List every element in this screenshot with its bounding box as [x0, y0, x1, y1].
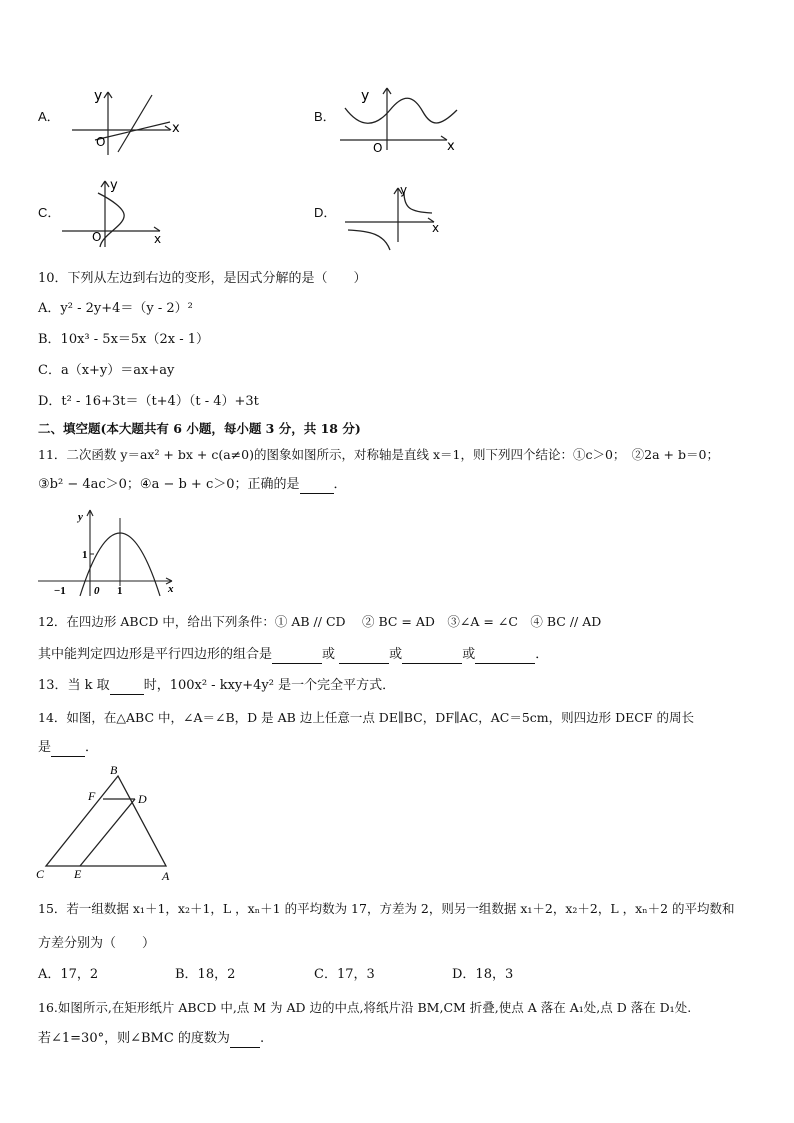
- q12-blank-2[interactable]: [339, 649, 389, 664]
- svg-text:x: x: [154, 232, 162, 246]
- line-graph: [118, 95, 152, 152]
- q14-blank[interactable]: [51, 742, 85, 757]
- q11-line1: 11．二次函数 y＝ax² + bx + c(a≠0)的图象如图所示，对称轴是直线 x＝1，则下列四个结论：①c＞0； ②2a + b＝0；: [38, 447, 719, 462]
- q10-option-b: B．10x³ - 5x＝5x（2x - 1）: [38, 332, 210, 347]
- option-c-label: C．: [38, 205, 61, 220]
- svg-text:B: B: [110, 763, 118, 777]
- q15-option-c: C．17，3: [314, 967, 375, 982]
- graph-c: [60, 175, 180, 255]
- svg-text:1: 1: [82, 549, 88, 561]
- q10-option-a: A．y² - 2y+4＝（y - 2）²: [38, 301, 193, 316]
- q11-line2: ③b² − 4ac＞0；④a − b + c＞0；正确的是 ．: [38, 477, 347, 492]
- hyperbola-left: [348, 230, 390, 250]
- svg-text:E: E: [74, 867, 82, 881]
- svg-text:D: D: [138, 792, 147, 806]
- q14-line2: 是 ．: [38, 740, 99, 755]
- svg-text:O: O: [373, 141, 383, 155]
- q14-triangle-figure: [34, 762, 184, 884]
- svg-text:0: 0: [94, 585, 100, 597]
- sideways-parabola: [98, 193, 124, 247]
- q14-line1: 14．如图，在△ABC 中，∠A＝∠B，D 是 AB 边上任意一点 DE∥BC，DF∥AC，AC＝5cm，则四边形 DECF 的周长: [38, 710, 694, 725]
- svg-text:x: x: [447, 139, 455, 154]
- section-heading: 二、填空题(本大题共有 6 小题，每小题 3 分，共 18 分): [38, 421, 361, 436]
- q15-line2: 方差分别为（ ）: [38, 936, 156, 951]
- option-a-label: A．: [38, 109, 60, 124]
- q12-line1: 12．在四边形 ABCD 中，给出下列条件：① AB // CD ② BC = AD ③∠A = ∠C ④ BC // AD: [38, 614, 602, 629]
- q12-line2: 其中能判定四边形是平行四边形的组合是 或 或 或 ．: [38, 647, 549, 662]
- q12-blank-4[interactable]: [475, 649, 535, 664]
- q13-line: 13．当 k 取 时，100x² - kxy+4y² 是一个完全平方式．: [38, 678, 396, 693]
- q12-blank-3[interactable]: [402, 649, 462, 664]
- q10-stem: 10．下列从左边到右边的变形，是因式分解的是（ ）: [38, 271, 367, 286]
- svg-text:y: y: [78, 511, 83, 523]
- q16-line1: 16.如图所示,在矩形纸片 ABCD 中,点 M 为 AD 边的中点,将纸片沿 BM,CM 折叠,使点 A 落在 A₁处,点 D 落在 D₁处.: [38, 1000, 692, 1015]
- q16-line2: 若∠1=30°，则∠BMC 的度数为 .: [38, 1031, 265, 1046]
- svg-text:1: 1: [117, 585, 123, 597]
- svg-text:y: y: [400, 183, 408, 197]
- q16-blank[interactable]: [230, 1033, 260, 1048]
- svg-text:x: x: [432, 221, 440, 235]
- origin-label: O: [96, 135, 106, 149]
- hyperbola-right: [404, 192, 432, 213]
- svg-text:A: A: [162, 869, 170, 883]
- option-d-label: D．: [314, 205, 337, 220]
- q11-answer-blank[interactable]: [300, 479, 334, 494]
- q13-blank[interactable]: [110, 680, 144, 695]
- svg-text:y: y: [361, 88, 370, 104]
- option-b-label: B．: [314, 109, 336, 124]
- q15-option-a: A．17，2: [38, 967, 99, 982]
- svg-text:y: y: [110, 178, 118, 193]
- graph-a: [60, 80, 200, 160]
- q15-option-b: B．18，2: [175, 967, 236, 982]
- q10-option-c: C．a（x+y）＝ax+ay: [38, 363, 175, 378]
- svg-text:x: x: [168, 583, 174, 595]
- y-label: y: [94, 88, 103, 104]
- x-label: x: [172, 121, 180, 136]
- q11-graph: [34, 506, 184, 602]
- graph-b: [335, 80, 465, 160]
- q15-option-d: D．18，3: [452, 967, 514, 982]
- q15-line1: 15．若一组数据 x₁＋1，x₂＋1，L ，xₙ＋1 的平均数为 17，方差为 2，则另一组数据 x₁＋2，x₂＋2，L ，xₙ＋2 的平均数和: [38, 901, 735, 916]
- q10-option-d: D．t² - 16+3t＝（t+4）（t - 4）+3t: [38, 394, 259, 409]
- svg-text:C: C: [36, 867, 45, 881]
- triangle-abc: [46, 776, 166, 866]
- segment-de: [80, 799, 135, 866]
- svg-text:−1: −1: [54, 585, 66, 597]
- graph-d: [340, 180, 450, 260]
- line-graph-2: [95, 122, 170, 140]
- q12-blank-1[interactable]: [272, 649, 322, 664]
- svg-text:F: F: [88, 789, 96, 803]
- svg-text:O: O: [92, 230, 102, 244]
